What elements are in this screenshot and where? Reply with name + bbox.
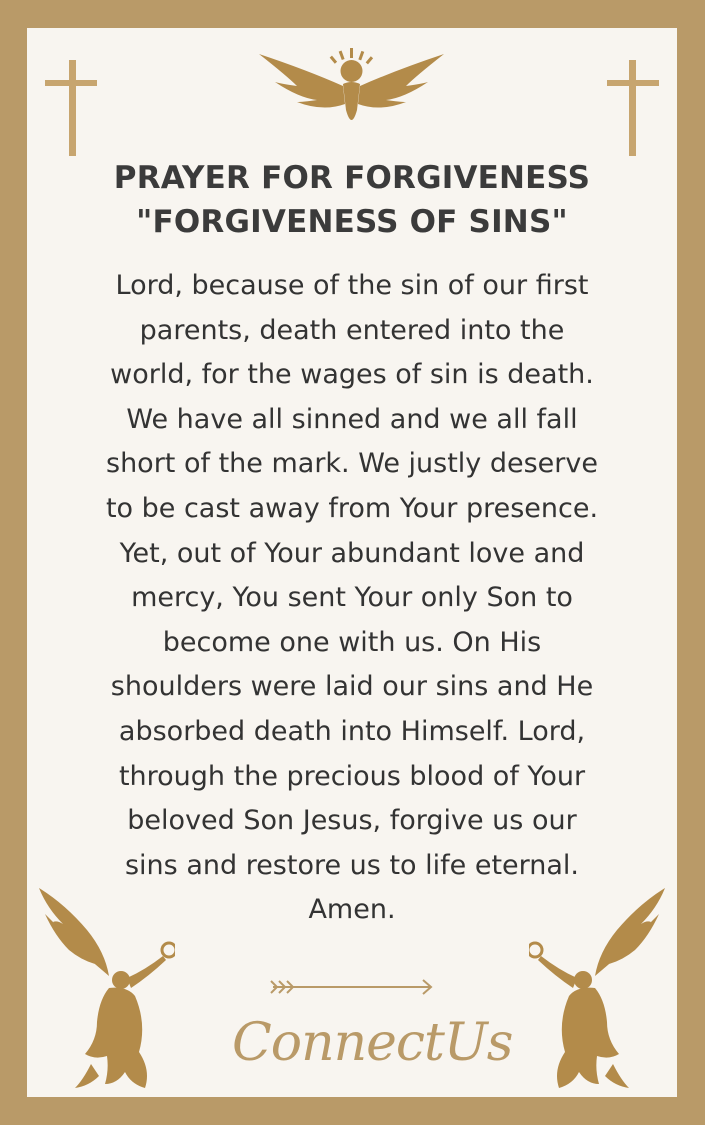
prayer-line: Lord, because of the sin of our first — [115, 270, 589, 301]
cross-icon — [605, 60, 661, 158]
prayer-line: sins and restore us to life eternal. — [124, 849, 580, 881]
prayer-line: world, for the wages of sin is death. — [110, 359, 594, 391]
title-line-2: "FORGIVENESS OF SINS" — [136, 204, 568, 240]
prayer-line: short of the mark. We justly deserve — [106, 448, 598, 480]
title-line-1: PRAYER FOR FORGIVENESS — [113, 160, 591, 196]
prayer-line: shoulders were laid our sins and He — [110, 671, 594, 703]
winged-sun-icon — [257, 46, 447, 130]
prayer-line: mercy, You sent Your only Son to — [131, 582, 573, 614]
prayer-line: through the precious blood of Your — [118, 760, 586, 792]
prayer-line: Yet, out of Your abundant love and — [119, 537, 585, 569]
prayer-card — [27, 28, 677, 1097]
brand-logo: ConnectUs — [232, 1013, 513, 1073]
prayer-line: We have all sinned and we all fall — [126, 403, 578, 435]
prayer-line: become one with us. On His — [162, 626, 542, 658]
prayer-text — [47, 264, 657, 933]
prayer-line: to be cast away from Your presence. — [105, 492, 599, 524]
angel-icon — [529, 884, 669, 1092]
prayer-line: Amen. — [308, 894, 396, 926]
prayer-line: beloved Son Jesus, forgive us our — [127, 805, 577, 837]
arrow-icon — [267, 976, 437, 998]
prayer-title — [27, 156, 677, 244]
prayer-line: parents, death entered into the — [139, 314, 565, 346]
prayer-line: absorbed death into Himself. Lord, — [118, 715, 586, 747]
angel-icon — [35, 884, 175, 1092]
cross-icon — [45, 60, 101, 158]
